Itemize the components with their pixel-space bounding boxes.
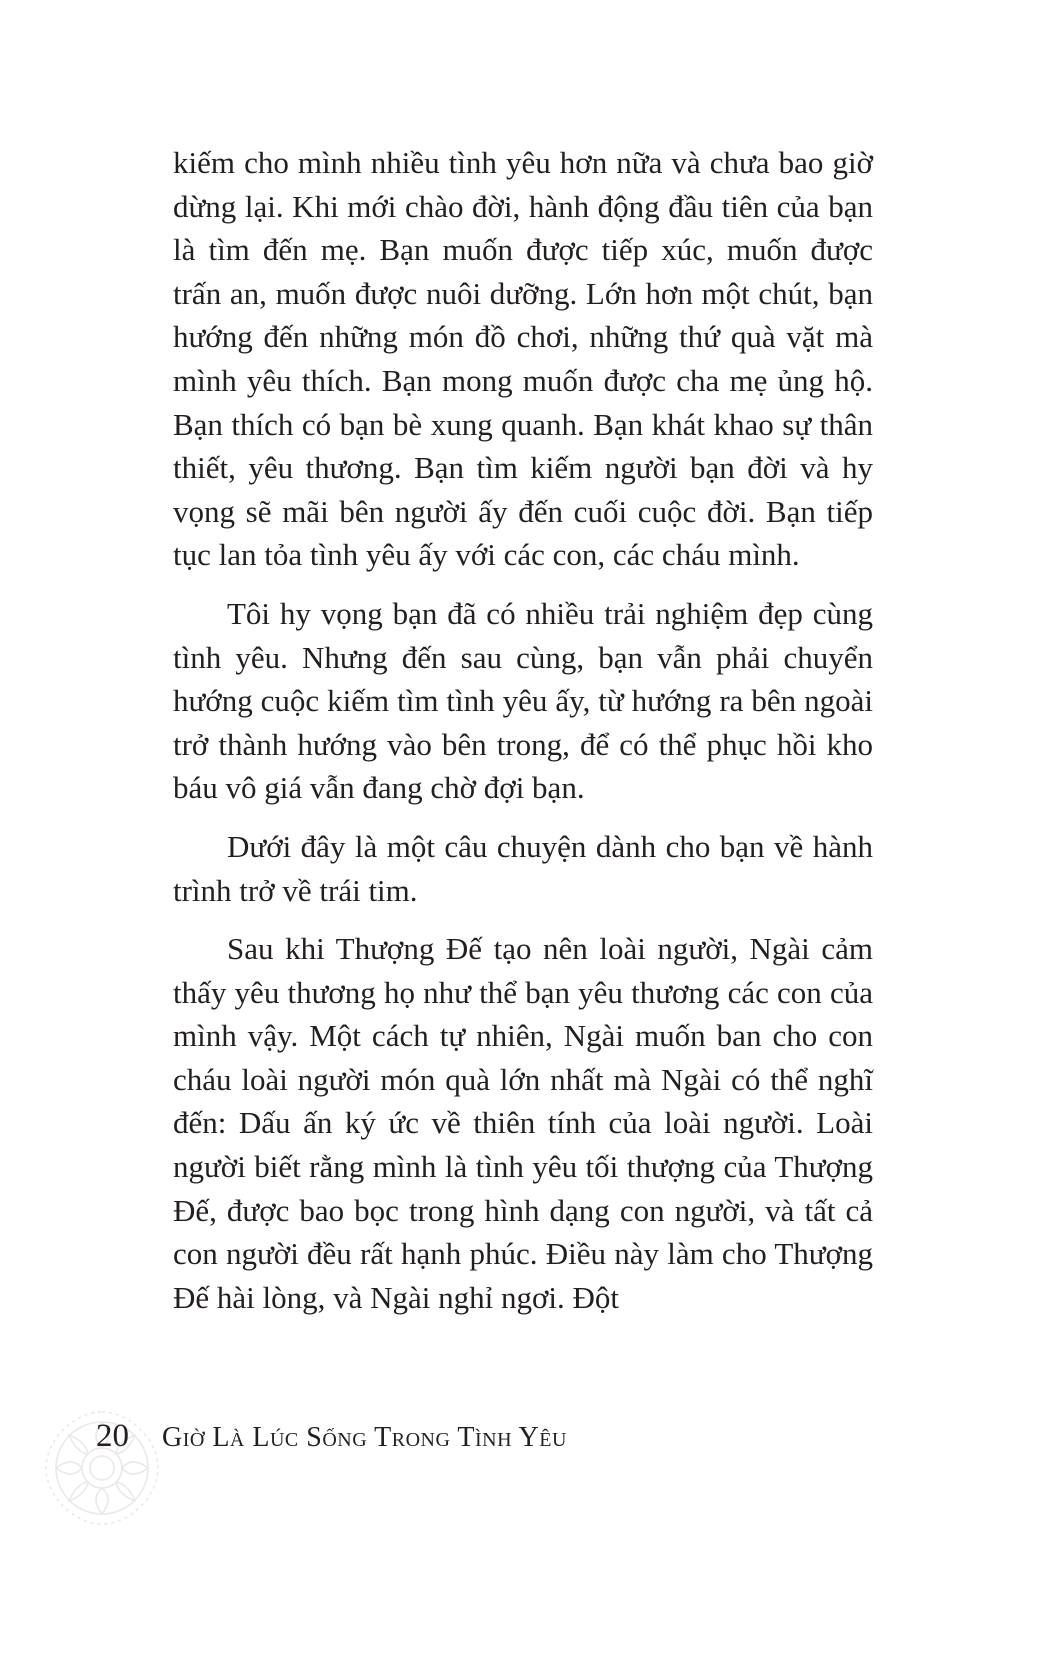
paragraph: kiếm cho mình nhiều tình yêu hơn nữa và chưa bao giờ dừng lại. Khi mới chào đời, hành động đầu tiên của bạn là tìm đến mẹ. Bạn muốn được tiếp xúc, muốn được trấn an, muốn được nuôi dưỡng. Lớn hơn một chút, bạn hướng đến những món đồ chơi, những thứ quà vặt mà mình yêu thích. Bạn mong muốn được cha mẹ ủng hộ. Bạn thích có bạn bè xung quanh. Bạn khát khao sự thân thiết, yêu thương. Bạn tìm kiếm người bạn đời và hy vọng sẽ mãi bên người ấy đến cuối cuộc đời. Bạn tiếp tục lan tỏa tình yêu ấy với các con, các cháu mình. [173, 145, 873, 573]
paragraph: Tôi hy vọng bạn đã có nhiều trải nghiệm đẹp cùng tình yêu. Nhưng đến sau cùng, bạn vẫn phải chuyển hướng cuộc kiếm tìm tình yêu ấy, từ hướng ra bên ngoài trở thành hướng vào bên trong, để có thể phục hồi kho báu vô giá vẫn đang chờ đợi bạn. [173, 595, 873, 806]
page-number: 20 [96, 1418, 129, 1454]
page-footer [0, 1400, 1048, 1520]
running-title: Giờ Là Lúc Sống Trong Tình Yêu [162, 1422, 567, 1453]
paragraph: Sau khi Thượng Đế tạo nên loài người, Ngài cảm thấy yêu thương họ như thể bạn yêu thương các con của mình vậy. Một cách tự nhiên, Ngài muốn ban cho con cháu loài người món quà lớn nhất mà Ngài có thể nghĩ đến: Dấu ấn ký ức về thiên tính của loài người. Loài người biết rằng mình là tình yêu tối thượng của Thượng Đế, được bao bọc trong hình dạng con người, và tất cả con người đều rất hạnh phúc. Điều này làm cho Thượng Đế hài lòng, và Ngài nghỉ ngơi. Đột [173, 931, 873, 1315]
paragraph: Dưới đây là một câu chuyện dành cho bạn về hành trình trở về trái tim. [173, 828, 873, 908]
body-text [173, 141, 873, 1334]
